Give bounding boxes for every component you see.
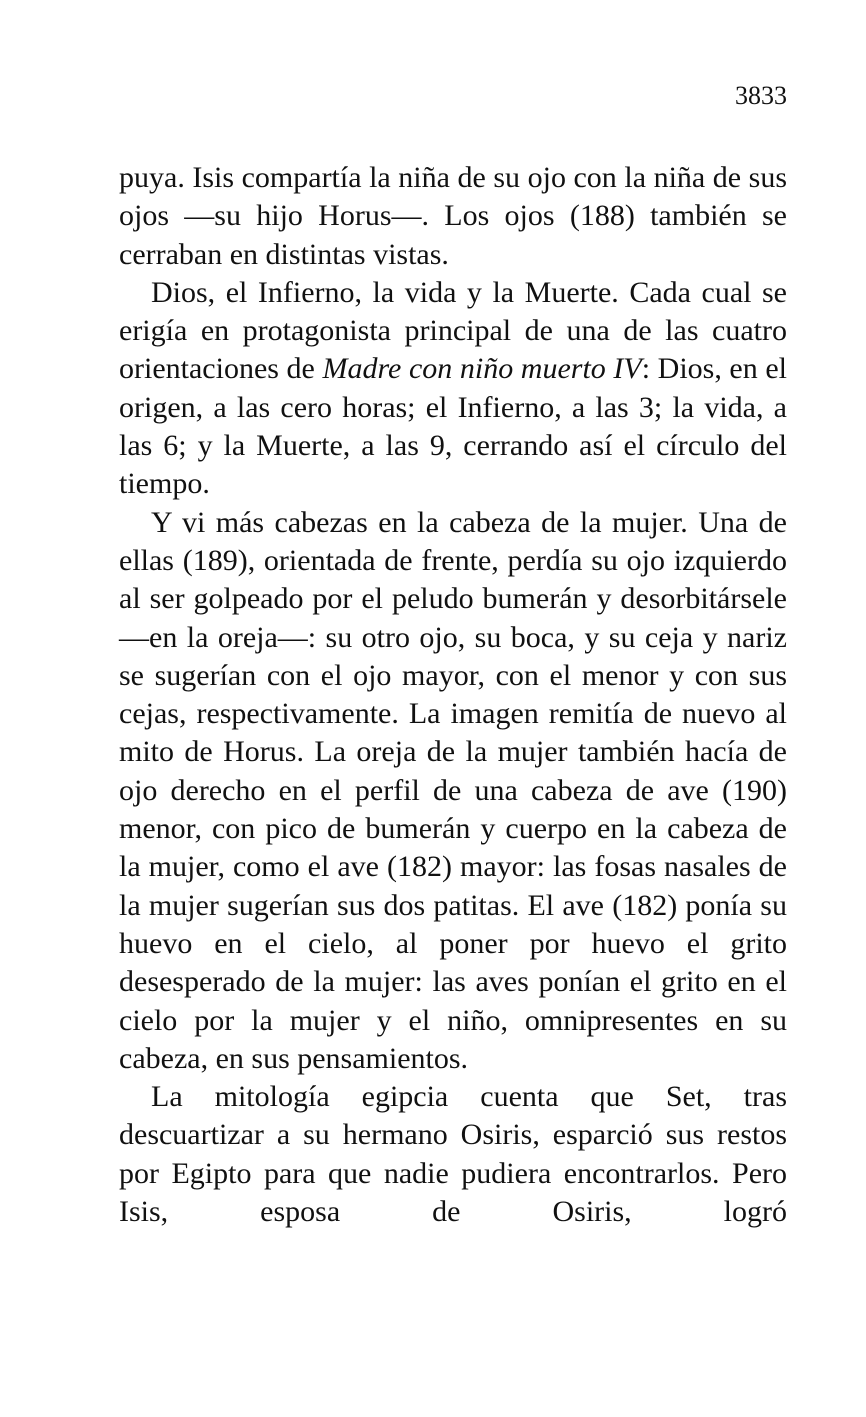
paragraph-2-text-end: : Dios, en el origen, a las cero horas; el Infierno, a las 3; la vida, a las 6; y la Muerte, a las 9, cerrando así el círculo del tiempo.: [119, 352, 788, 501]
paragraph-2: [119, 274, 787, 504]
paragraph-4-text: La mitología egipcia cuenta que Set, tras descuartizar a su hermano Osiris, esparció sus restos por Egipto para que nadie pudiera encontrarlos. Pero Isis, esposa de Osiris, logró: [119, 1080, 787, 1229]
page-number: 3833: [735, 81, 787, 110]
paragraph-2-text-start: Dios, el Infierno, la vida y la Muerte. Cada cual se erigía en protagonista principal de una de las cuatro orientaciones de: [119, 275, 787, 386]
paragraph-3-text: Y vi más cabezas en la cabeza de la mujer. Una de ellas (189), orientada de frente, perdía su ojo izquierdo al ser golpeado por el peludo bumerán y desorbitársele —en la oreja—: su otro ojo, su boca, y su ceja y nariz se sugerían con el ojo mayor, con el menor y con sus cejas, respectivamente. La imagen remitía de nuevo al mito de Horus. La oreja de la mujer también hacía de ojo derecho en el perfil de una cabeza de ave (190) menor, con pico de bumerán y cuerpo en la cabeza de la mujer, como el ave (182) mayor: las fosas nasales de la mujer sugerían sus dos patitas. El ave (182) ponía su huevo en el cielo, al poner por huevo el grito desesperado de la mujer: las aves ponían el grito en el cielo por la mujer y el niño, omnipresentes en su cabeza, en sus pensamientos.: [119, 505, 787, 1075]
paragraph-3: [119, 504, 787, 1078]
paragraph-4: [119, 1078, 787, 1231]
artwork-title: Madre con niño muerto IV: [322, 352, 642, 386]
body-text: [119, 159, 787, 1231]
paragraph-1: [119, 159, 787, 274]
paragraph-1-text: puya. Isis compartía la niña de su ojo con la niña de sus ojos —su hijo Horus—. Los ojos (188) también se cerraban en distintas vistas.: [119, 161, 787, 271]
